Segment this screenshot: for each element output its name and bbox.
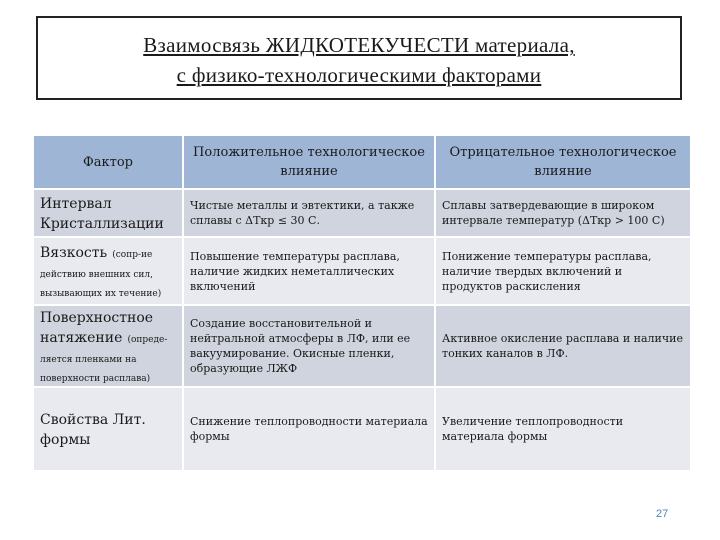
factor-note: (сопр-ие действию внешних сил, вызывающих их течение): [40, 250, 162, 299]
negative-cell: Понижение температуры расплава, наличие твердых включений и продуктов раскисления: [436, 236, 690, 304]
positive-cell: Чистые металлы и эвтектики, а также сплавы с ΔТкр ≤ 30 С.: [184, 188, 436, 236]
table-row: [34, 236, 690, 304]
page-number: 27: [656, 508, 669, 520]
slide-title-line-1: Взаимосвязь ЖИДКОТЕКУЧЕСТИ материала,: [143, 33, 575, 57]
header-positive: Положительное технологическое влияние: [184, 136, 436, 188]
slide-title-line-2: с физико-технологическими факторами: [176, 63, 542, 87]
factor-cell: [34, 188, 184, 236]
slide-title-box: [36, 16, 682, 100]
factor-label: Свойства Лит. формы: [40, 412, 146, 448]
factor-note: (опреде-ляется пленками на поверхности расплава): [40, 335, 168, 384]
factor-label: Поверхностное натяжение: [40, 310, 154, 346]
factor-cell: [34, 386, 184, 470]
negative-cell: Увеличение теплопроводности материала формы: [436, 386, 690, 470]
negative-cell: Активное окисление расплава и наличие тонких каналов в ЛФ.: [436, 304, 690, 386]
factors-table: [34, 136, 690, 470]
header-negative: Отрицательное технологическое влияние: [436, 136, 690, 188]
positive-cell: Снижение теплопроводности материала формы: [184, 386, 436, 470]
factor-label: Интервал Кристаллизации: [40, 196, 164, 232]
positive-cell: Повышение температуры расплава, наличие жидких неметаллических включений: [184, 236, 436, 304]
table-row: [34, 304, 690, 386]
table-row: [34, 188, 690, 236]
table-header-row: [34, 136, 690, 188]
table-row: [34, 386, 690, 470]
factor-cell: [34, 304, 184, 386]
header-factor: Фактор: [34, 136, 184, 188]
positive-cell: Создание восстановительной и нейтральной атмосферы в ЛФ, или ее вакуумирование. Окисные пленки, образующие ЛЖФ: [184, 304, 436, 386]
factor-cell: [34, 236, 184, 304]
factor-label: Вязкость: [40, 245, 108, 261]
negative-cell: Сплавы затвердевающие в широком интервале температур (ΔТкр > 100 С): [436, 188, 690, 236]
